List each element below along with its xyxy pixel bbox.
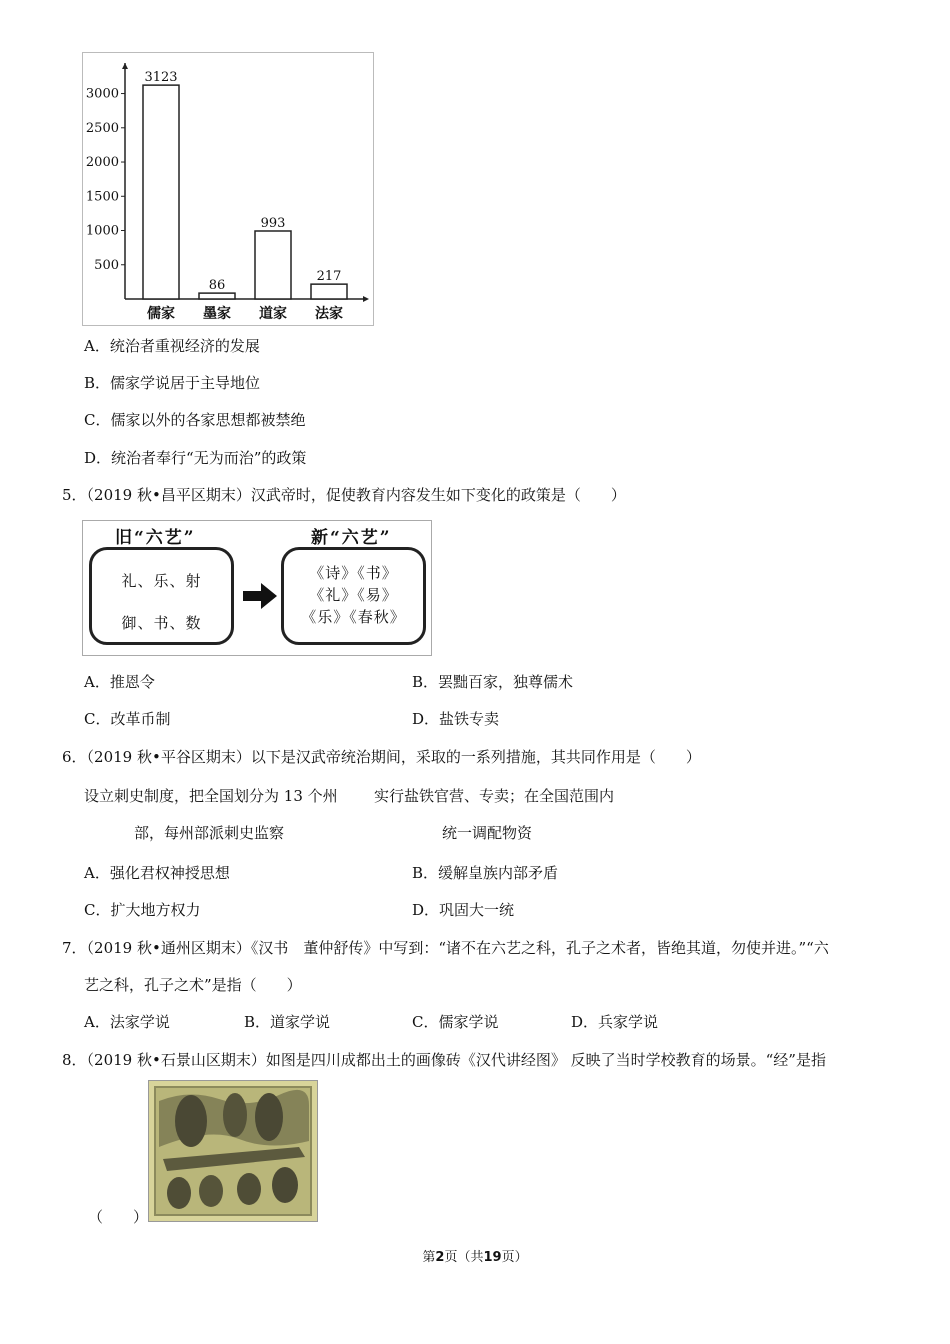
x-category-label: 道家 (259, 306, 287, 322)
q6-option-a: A．强化君权神授思想 (84, 864, 230, 882)
y-tick-label: 1500 (85, 189, 119, 205)
page-number: 2 (435, 1250, 445, 1265)
x-axis-arrow (363, 296, 369, 302)
bar-value-label: 3123 (144, 70, 178, 86)
y-tick-label: 3000 (85, 86, 119, 102)
q6-measure-1-line-2: 部，每州部派刺史监察 (134, 824, 285, 842)
bar-value-label: 86 (208, 278, 226, 294)
old-liuyi-line: 御、书、数 (121, 614, 202, 632)
new-liuyi-box (281, 547, 426, 645)
new-liuyi-line: 《礼》《易》 (309, 586, 398, 604)
q6-stem: 6．（2019 秋•平谷区期末）以下是汉武帝统治期间，采取的一系列措施，其共同作用是（ ） (62, 748, 701, 766)
bar-value-label: 217 (316, 269, 342, 285)
new-liuyi-line: 《乐》《春秋》 (301, 608, 406, 626)
q8-answer-blank: （ ） (88, 1208, 149, 1226)
y-tick-label: 1000 (85, 223, 119, 239)
bar (143, 85, 179, 299)
y-tick-label: 2000 (85, 155, 119, 171)
bar (255, 231, 291, 299)
y-tick-label: 500 (94, 257, 119, 273)
q5-option-c: C．改革币制 (84, 710, 171, 728)
q4-option-a: A．统治者重视经济的发展 (84, 337, 260, 355)
q5-option-a: A．推恩令 (84, 673, 155, 691)
q8-stem: 8．（2019 秋•石景山区期末）如图是四川成都出土的画像砖《汉代讲经图》 反映了当时学校教育的场景。“经”是指 (62, 1051, 826, 1069)
old-liuyi-box (89, 547, 234, 645)
q7-option-a: A．法家学说 (84, 1013, 170, 1031)
q7-stem-line-2: 艺之科，孔子之术”是指（ ） (84, 976, 302, 994)
y-tick-label: 2500 (85, 120, 119, 136)
bar (199, 293, 235, 299)
q7-option-c: C．儒家学说 (412, 1013, 499, 1031)
liuyi-diagram (82, 520, 432, 656)
y-axis-arrow (122, 63, 128, 69)
x-category-label: 墨家 (203, 306, 231, 322)
q5-option-d: D．盐铁专卖 (412, 710, 500, 728)
q4-option-d: D．统治者奉行“无为而治”的政策 (84, 449, 307, 467)
q7-option-d: D．兵家学说 (571, 1013, 659, 1031)
q6-option-b: B．缓解皇族内部矛盾 (412, 864, 559, 882)
bar-value-label: 993 (260, 215, 286, 231)
old-liuyi-title: 旧“六艺” (115, 528, 196, 548)
page-total: 19 (483, 1250, 502, 1265)
x-category-label: 儒家 (147, 306, 175, 322)
old-liuyi-line: 礼、乐、射 (121, 572, 202, 590)
q6-measure-1-line-1: 设立刺史制度，把全国划分为 13 个州 (84, 787, 338, 805)
q5-stem: 5．（2019 秋•昌平区期末）汉武帝时，促使教育内容发生如下变化的政策是（ ） (62, 486, 626, 504)
new-liuyi-title: 新“六艺” (311, 528, 392, 548)
han-lecture-brick-image (148, 1080, 318, 1222)
x-category-label: 法家 (315, 306, 343, 322)
q4-option-c: C．儒家以外的各家思想都被禁绝 (84, 411, 306, 429)
q6-measure-2-line-2: 统一调配物资 (442, 824, 533, 842)
q5-option-b: B．罢黜百家，独尊儒术 (412, 673, 574, 691)
q6-option-c: C．扩大地方权力 (84, 901, 201, 919)
school-count-bar-chart (82, 52, 374, 326)
right-arrow-icon (243, 583, 277, 609)
q6-measure-2-line-1: 实行盐铁官营、专卖；在全国范围内 (374, 787, 615, 805)
q6-option-d: D．巩固大一统 (412, 901, 515, 919)
q7-option-b: B．道家学说 (244, 1013, 331, 1031)
bar (311, 284, 347, 299)
q4-option-b: B．儒家学说居于主导地位 (84, 374, 261, 392)
new-liuyi-line: 《诗》《书》 (309, 564, 398, 582)
chart-svg (83, 53, 373, 325)
page-footer: 第2页（共19页） (422, 1250, 528, 1265)
q7-stem-line-1: 7．（2019 秋•通州区期末）《汉书 董仲舒传》中写到：“诸不在六艺之科，孔子之术者，皆绝其道，勿使并进。”“六 (62, 939, 829, 957)
